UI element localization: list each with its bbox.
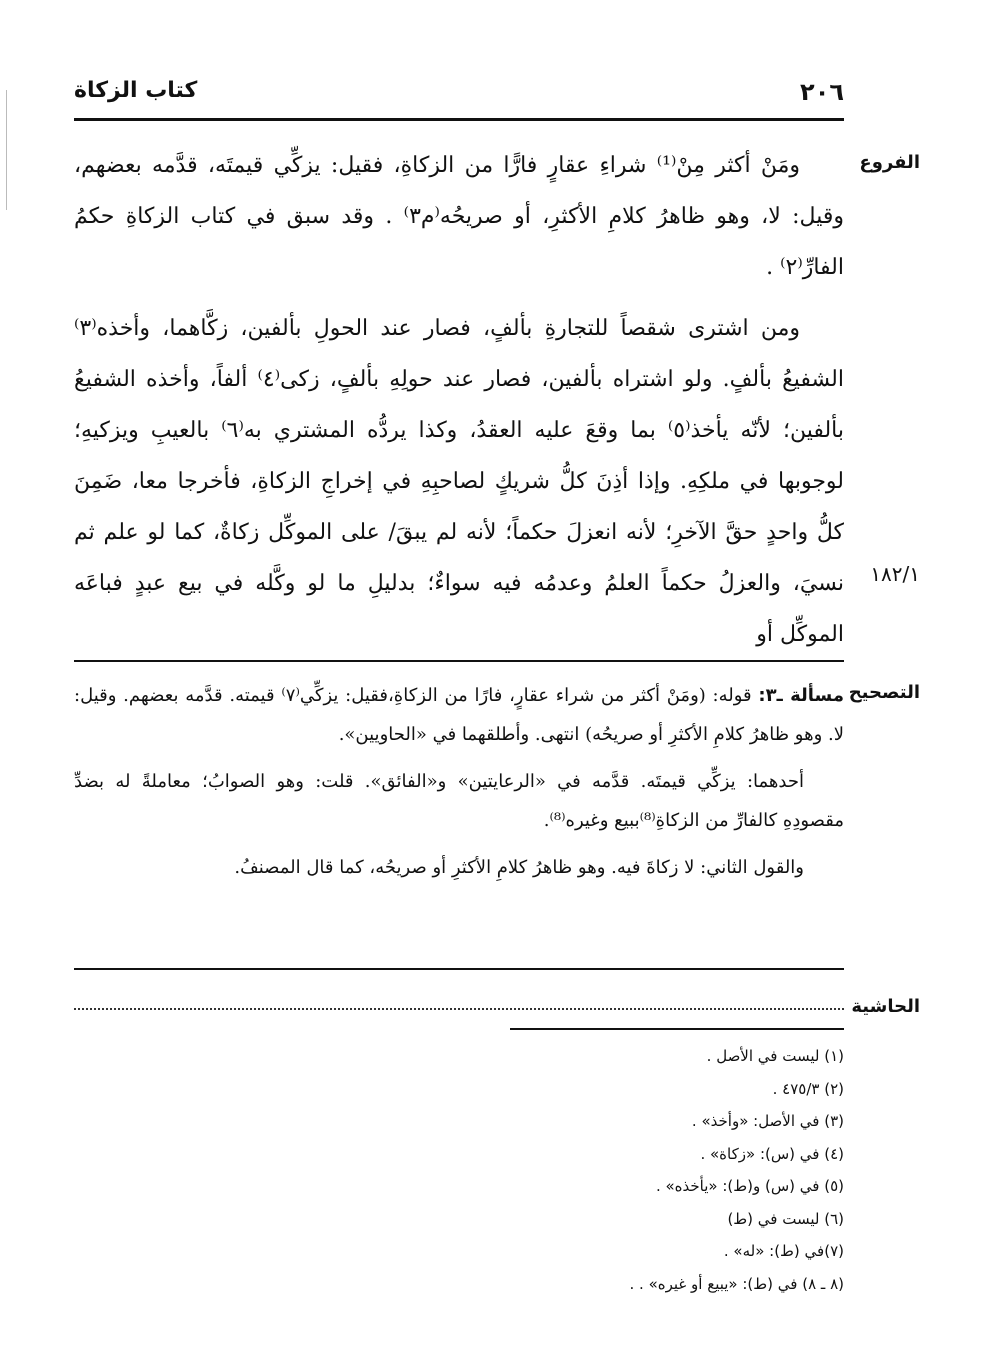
section-divider xyxy=(74,660,844,662)
footnote: (٨ ـ ٨) في (ط): «يبيع أو غيره» . . xyxy=(629,1274,844,1293)
tashih-text xyxy=(74,676,844,895)
dotted-leader xyxy=(74,1008,844,1010)
section-label-tashih: التصحيح xyxy=(848,682,920,703)
page-header xyxy=(74,78,844,112)
tashih-paragraph xyxy=(74,676,844,754)
masala-label: مسألة ـ٣: xyxy=(758,685,844,706)
footnote: (٦) ليست في (ط) xyxy=(727,1209,844,1228)
footnote: (٥) في (س) و(ط): «يأخذه» . xyxy=(655,1177,844,1195)
tashih-paragraph-text: قوله: (ومَنْ أكثر من شراء عقارٍ، فارًا من الزكاةِ،فقيل: يزكِّي⁽٧⁾ قيمته. قدَّمه بعضهم. وقيل: لا. وهو ظاهرُ كلامِ الأكثرِ أو صريحُه) انتهى. وأطلقهما في «الحاويين». xyxy=(74,685,844,745)
footnotes-list xyxy=(300,1040,844,1300)
section-label-furu: الفروع xyxy=(859,152,920,173)
running-title: كتاب الزكاة xyxy=(74,78,198,103)
page-edge-mark xyxy=(6,90,7,210)
main-paragraph: ومن اشترى شقصاً للتجارةِ بألفٍ، فصار عند الحولِ بألفين، زكَّاهما، وأخذه⁽٣⁾ الشفيعُ بألفٍ. ولو اشتراه بألفين، فصار عند حولِهِ بألفٍ، زكى⁽٤⁾ ألفاً، وأخذه الشفيعُ بألفين؛ لأنّه يأخذ⁽٥⁾ بما وقعَ عليه العقدُ، وكذا يردُّه المشتري به⁽٦⁾ بالعيبِ ويزكيهِ؛ لوجوبها في ملكِهِ. وإذا أذِنَ كلُّ شريكٍ لصاحبِهِ في إخراجِ الزكاةِ، فأخرجا معا، ضَمِنَ كلُّ واحدٍ حقَّ الآخرِ؛ لأنه انعزلَ حكماً؛ لأنه لم يبقَ/ على الموكِّل زكاةٌ، كما لو علم ثم نسيَ، والعزلُ حكماً العلمُ وعدمُه فيه سواءٌ؛ بدليلِ ما لو وكَّله في بيع عبدٍ فباعَه الموكِّل أو xyxy=(74,316,844,647)
margin-reference: ١٨٢/١ xyxy=(870,562,920,586)
footnote: (٧)في (ط): «له» . xyxy=(723,1242,844,1260)
header-rule xyxy=(74,118,844,121)
footnote: (١) ليست في الأصل . xyxy=(706,1047,844,1065)
footnote: (٤) في (س): «زكاة» . xyxy=(700,1144,844,1163)
footnote: (٣) في الأصل: «وأخذ» . xyxy=(691,1112,844,1130)
tashih-paragraph: والقول الثاني: لا زكاةَ فيه. وهو ظاهرُ كلامِ الأكثرِ أو صريحُه، كما قال المصنفُ. xyxy=(234,857,804,878)
tashih-paragraph: أحدهما: يزكِّي قيمتَه. قدَّمه في «الرعايتين» و«الفائق». قلت: وهو الصوابُ؛ معاملةً له بضدِّ مقصودِهِ كالفارِّ من الزكاةِ⁽⁸⁾ببيع وغيره⁽⁸⁾. xyxy=(74,771,844,831)
main-text xyxy=(74,140,844,670)
footnote-rule xyxy=(510,1028,844,1030)
page-number: ٢٠٦ xyxy=(800,78,844,106)
section-divider xyxy=(74,968,844,970)
footnote: (٢) ٤٧٥/٣ . xyxy=(772,1079,844,1098)
section-label-hashiya: الحاشية xyxy=(851,996,920,1017)
main-paragraph: ومَنْ أكثر مِنْ⁽¹⁾ شراءِ عقارٍ فارًّا من الزكاةِ، فقيل: يزكِّي قيمتَه، قدَّمه بعضهم، وقيل: لا، وهو ظاهرُ كلامِ الأكثرِ، أو صريحُه⁽م٣⁾ . وقد سبق في كتاب الزكاةِ حكمُ الفارِّ⁽٢⁾ . xyxy=(74,153,844,280)
